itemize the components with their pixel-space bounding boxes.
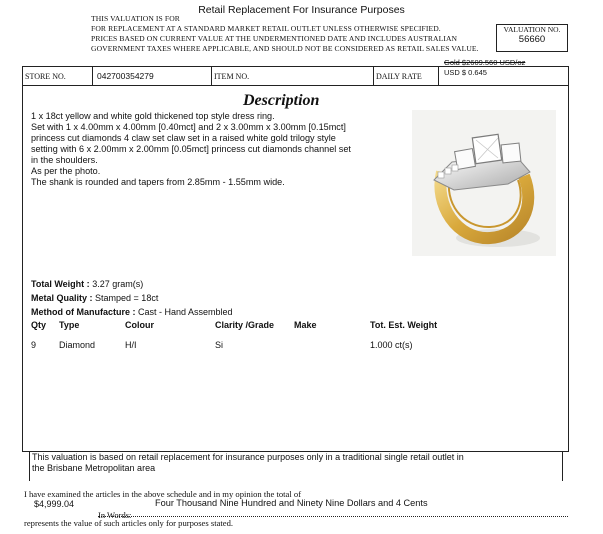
- valuation-disclaimer: [91, 14, 491, 54]
- represents-statement: represents the value of such articles only for purposes stated.: [24, 518, 234, 528]
- row-clarity: Si: [215, 340, 224, 350]
- amount-in-words: Four Thousand Nine Hundred and Ninety Nine Dollars and 4 Cents: [155, 498, 428, 508]
- description-heading: Description: [243, 92, 320, 109]
- basis-line: the Brisbane Metropolitan area: [32, 463, 156, 473]
- row-weight: 1.000 ct(s): [370, 340, 413, 350]
- metal-quality-label: Metal Quality :: [31, 293, 93, 303]
- in-words-label: In Words:: [98, 510, 132, 520]
- item-description: [31, 111, 411, 188]
- ring-photo: [412, 110, 556, 256]
- disclaimer-line: GOVERNMENT TAXES WHERE APPLICABLE, AND SHOULD NOT BE CONSIDERED AS RETAIL SALES VALUE.: [91, 44, 479, 53]
- amount-dotted-line: [98, 510, 568, 517]
- daily-rate-label: DAILY RATE: [376, 72, 422, 81]
- daily-rate-divider: [438, 67, 439, 85]
- description-line: princess cut diamonds 4 claw set claw set in a raised white gold trilogy style: [31, 133, 336, 143]
- row-colour: H/I: [125, 340, 137, 350]
- disclaimer-line: FOR REPLACEMENT AT A STANDARD MARKET RETAIL OUTLET UNLESS OTHERWISE SPECIFIED.: [91, 24, 441, 33]
- store-value-cell: [93, 67, 212, 85]
- description-line: Set with 1 x 4.00mm x 4.00mm [0.40mct] and 2 x 3.00mm x 3.00mm [0.15mct]: [31, 122, 346, 132]
- usd-rate: USD $ 0.645: [444, 68, 487, 77]
- description-line: The shank is rounded and tapers from 2.85mm - 1.55mm wide.: [31, 177, 285, 187]
- gold-rate: Gold $2609.560 USD/oz: [444, 58, 526, 67]
- store-value: 042700354279: [97, 71, 154, 81]
- valuation-basis-box: [29, 451, 563, 481]
- col-header-make: Make: [294, 320, 317, 330]
- ring-illustration: [412, 110, 556, 256]
- manufacture-label: Method of Manufacture :: [31, 307, 136, 317]
- row-type: Diamond: [59, 340, 96, 350]
- col-header-weight: Tot. Est. Weight: [370, 320, 438, 330]
- store-info-row: [22, 66, 569, 86]
- total-amount: $4,999.04: [34, 499, 75, 509]
- description-line: in the shoulders.: [31, 155, 98, 165]
- manufacture-value: Cast - Hand Assembled: [138, 307, 233, 317]
- valuation-number-box: [496, 24, 568, 52]
- col-header-clarity: Clarity /Grade: [215, 320, 275, 330]
- document-title: Retail Replacement For Insurance Purposes: [198, 4, 405, 16]
- row-qty: 9: [31, 340, 37, 350]
- metal-quality-value: Stamped = 18ct: [95, 293, 159, 303]
- metal-quality: [31, 293, 158, 303]
- description-line: 1 x 18ct yellow and white gold thickened top style dress ring.: [31, 111, 275, 121]
- total-weight-value: 3.27 gram(s): [92, 279, 144, 289]
- col-header-qty: Qty: [31, 320, 47, 330]
- description-line: setting with 6 x 2.00mm x 2.00mm [0.05mct] princess cut diamonds channel set: [31, 144, 351, 154]
- disclaimer-line: PRICES BASED ON CURRENT VALUE AT THE UNDERMENTIONED DATE AND INCLUDES AUSTRALIAN: [91, 34, 458, 43]
- total-weight-label: Total Weight :: [31, 279, 90, 289]
- store-label: STORE NO.: [23, 67, 93, 85]
- col-header-colour: Colour: [125, 320, 154, 330]
- description-line: As per the photo.: [31, 166, 101, 176]
- col-header-type: Type: [59, 320, 80, 330]
- valuation-number: 56660: [518, 34, 546, 45]
- total-weight: [31, 279, 143, 289]
- disclaimer-line: THIS VALUATION IS FOR: [91, 14, 180, 23]
- method-of-manufacture: [31, 307, 233, 317]
- valuation-label: VALUATION NO.: [503, 25, 561, 34]
- basis-line: This valuation is based on retail replacement for insurance purposes only in a traditional single retail outlet in: [32, 452, 464, 462]
- item-label: ITEM NO.: [212, 67, 374, 85]
- examined-statement: I have examined the articles in the above schedule and in my opinion the total of: [24, 489, 302, 499]
